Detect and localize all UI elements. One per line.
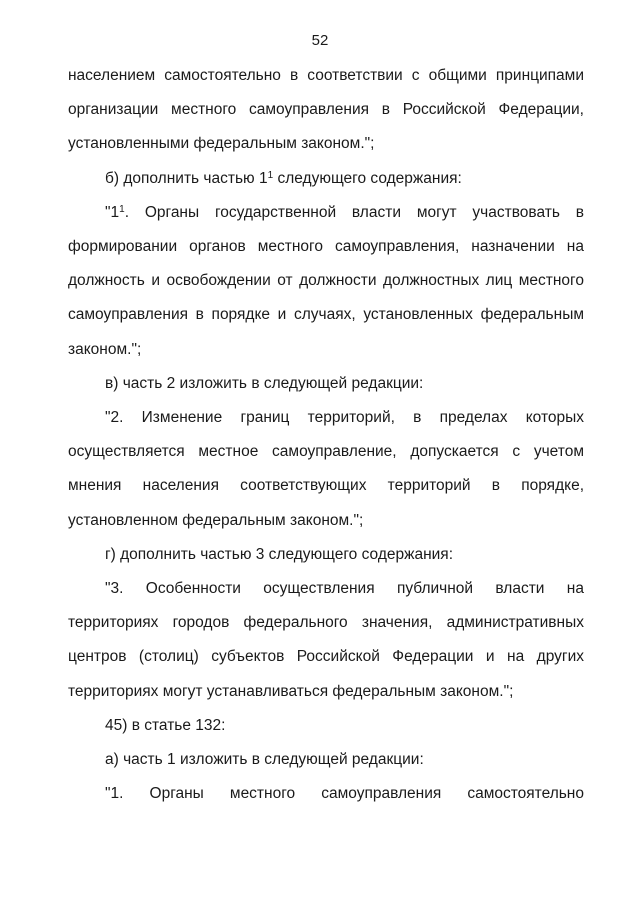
page-number: 52 — [311, 32, 329, 49]
paragraph-part-3: "3. Особенности осуществления публичной власти на территориях городов федерального значения, административных центров (столиц) субъектов Российской Федерации и на других территориях могут устанавливаться федеральным законом."; — [68, 580, 584, 700]
paragraph-part-1: "1. Органы местного самоуправления самостоятельно — [105, 785, 584, 803]
paragraph-continuation: населением самостоятельно в соответствии с общими принципами организации местного самоуправления в Российской Федерации, установленными федеральным законом."; — [68, 67, 584, 153]
paragraph-part-1-1 — [68, 196, 584, 367]
paragraph-part-2: "2. Изменение границ территорий, в пределах которых осуществляется местное самоуправление, допускается с учетом мнения населения соответствующих территорий в порядке, установленном федеральным законом."; — [68, 409, 584, 529]
paragraph-part-1-1-number: "1 — [105, 203, 120, 221]
superscript: 1 — [119, 203, 125, 215]
document-body — [68, 59, 584, 811]
paragraph-b — [68, 162, 584, 196]
superscript: 1 — [267, 169, 274, 181]
paragraph-a: а) часть 1 изложить в следующей редакции: — [105, 751, 424, 769]
paragraph-part-1-1-text: . Органы государственной власти могут участвовать в формировании органов местного самоуправления, назначении на должность и освобождении от должности должностных лиц местного самоуправления в порядке и случаях, установленных федеральным законом."; — [68, 203, 584, 358]
paragraph-v: в) часть 2 изложить в следующей редакции: — [105, 374, 424, 392]
paragraph-item-45: 45) в статье 132: — [105, 716, 226, 734]
paragraph-b-text: б) дополнить частью 1 — [105, 169, 268, 187]
paragraph-b-text-end: следующего содержания: — [273, 169, 462, 187]
paragraph-g: г) дополнить частью 3 следующего содержания: — [105, 545, 454, 563]
